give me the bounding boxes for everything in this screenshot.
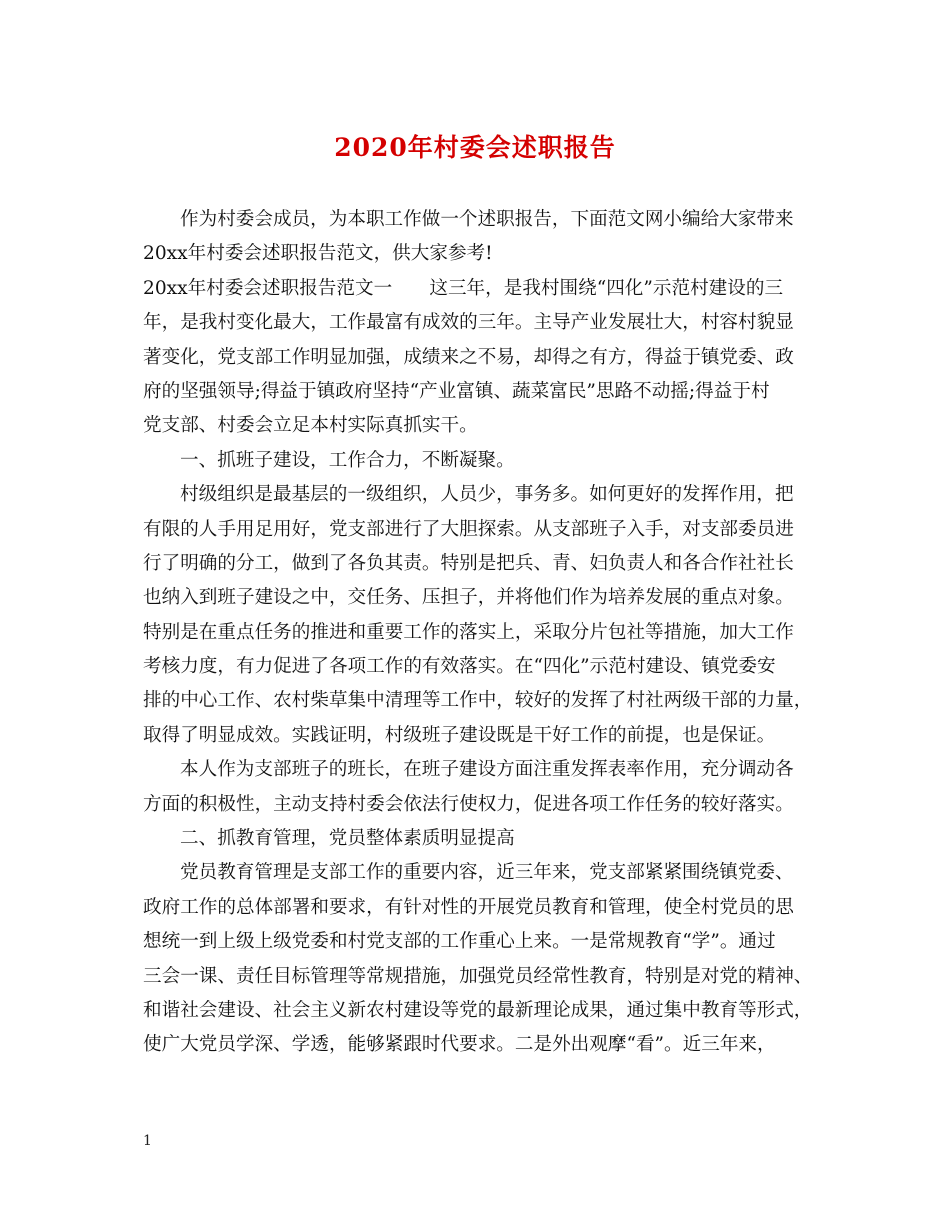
paragraph-line: 排的中心工作、农村柴草集中清理等工作中，较好的发挥了村社两级干部的力量， [143, 690, 813, 712]
document-body [143, 203, 823, 1063]
paragraph-line: 想统一到上级上级党委和村党支部的工作重心上来。一是常规教育“学”。通过 [143, 931, 776, 953]
paragraph-line: 年，是我村变化最大，工作最富有成效的三年。主导产业发展壮大，村容村貌显 [143, 312, 794, 334]
paragraph-line: 考核力度，有力促进了各项工作的有效落实。在“四化”示范村建设、镇党委安 [143, 656, 776, 678]
paragraph-line: 方面的积极性，主动支持村委会依法行使权力，促进各项工作任务的较好落实。 [143, 793, 794, 815]
paragraph-line: 三会一课、责任目标管理等常规措施，加强党员经常性教育，特别是对党的精神、 [143, 965, 813, 987]
paragraph-line: 行了明确的分工，做到了各负其责。特别是把兵、青、妇负责人和各合作社社长 [143, 552, 794, 574]
paragraph-line: 著变化，党支部工作明显加强，成绩来之不易，却得之有方，得益于镇党委、政 [143, 346, 794, 368]
paragraph-line: 20xx年村委会述职报告范文一 这三年，是我村围绕“四化”示范村建设的三 [143, 277, 784, 299]
paragraph-line: 作为村委会成员，为本职工作做一个述职报告，下面范文网小编给大家带来 [180, 209, 794, 230]
paragraph-line: 党员教育管理是支部工作的重要内容，近三年来，党支部紧紧围绕镇党委、 [180, 862, 794, 884]
paragraph-line: 一、抓班子建设，工作合力，不断凝聚。 [180, 449, 515, 471]
paragraph-line: 使广大党员学深、学透，能够紧跟时代要求。二是外出观摩“看”。近三年来， [143, 1034, 776, 1056]
page-number: 1 [143, 1133, 152, 1149]
paragraph-line: 二、抓教育管理，党员整体素质明显提高 [180, 828, 515, 850]
paragraph-line: 取得了明显成效。实践证明，村级班子建设既是干好工作的前提，也是保证。 [143, 724, 776, 746]
paragraph-line: 府的坚强领导;得益于镇政府坚持“产业富镇、蔬菜富民”思路不动摇;得益于村 [143, 380, 770, 402]
paragraph-line: 和谐社会建设、社会主义新农村建设等党的最新理论成果，通过集中教育等形式， [143, 999, 813, 1021]
paragraph-line: 有限的人手用足用好，党支部进行了大胆探索。从支部班子入手，对支部委员进 [143, 518, 794, 540]
paragraph-line: 党支部、村委会立足本村实际真抓实干。 [143, 415, 478, 437]
paragraph-line: 政府工作的总体部署和要求，有针对性的开展党员教育和管理，使全村党员的思 [143, 896, 794, 918]
paragraph-line: 本人作为支部班子的班长，在班子建设方面注重发挥表率作用，充分调动各 [180, 759, 794, 781]
paragraph-line: 村级组织是最基层的一级组织，人员少，事务多。如何更好的发挥作用，把 [180, 484, 794, 506]
document-title: 2020年村委会述职报告 [334, 133, 616, 162]
paragraph-line: 特别是在重点任务的推进和重要工作的落实上，采取分片包社等措施，加大工作 [143, 621, 794, 643]
paragraph-line: 也纳入到班子建设之中，交任务、压担子，并将他们作为培养发展的重点对象。 [143, 587, 794, 609]
paragraph-line: 20xx年村委会述职报告范文，供大家参考! [143, 243, 493, 265]
